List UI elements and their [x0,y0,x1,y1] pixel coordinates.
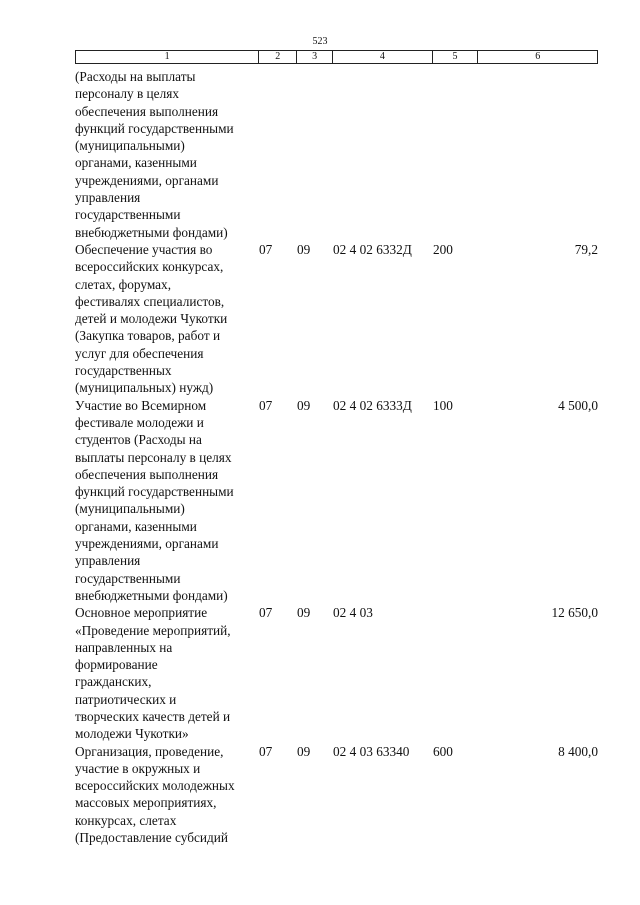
description-line: детей и молодежи Чукотки [75,311,228,327]
description-line: (Закупка товаров, работ и [75,328,221,344]
subsection-code [297,68,333,241]
description-line: участие в окружных и [75,760,201,776]
target-article: 02 4 02 6333Д [333,397,412,413]
header-col-6: 6 [535,51,541,62]
header-col-1: 1 [76,51,259,63]
expense-type: 200 [433,241,453,257]
description-line: государственными [75,207,181,223]
row-description [75,68,259,241]
section-code: 07 [259,743,273,759]
amount: 79,2 [574,241,598,257]
description-line: фестивалях специалистов, [75,293,225,309]
description-line: выплаты персоналу в целях [75,449,232,465]
description-line: (муниципальными) [75,138,185,154]
target-article: 02 4 02 6332Д [333,241,412,257]
description-line: государственными [75,570,181,586]
description-line: учреждениями, органами [75,536,219,552]
subsection-code: 09 [297,743,311,759]
target-article [333,68,433,241]
description-line: Основное мероприятие [75,605,208,621]
section-code: 07 [259,241,273,257]
header-col-2: 2 [259,51,297,63]
description-line: функций государственными [75,484,234,500]
row-description [75,397,259,605]
expense-type [433,68,479,241]
description-line: (муниципальными) [75,501,185,517]
header-col-3: 3 [297,51,333,63]
description-line: управления [75,553,141,569]
description-line: формирование [75,657,158,673]
table-header [75,50,598,64]
table-row [75,241,598,397]
description-line: «Проведение мероприятий, [75,622,231,638]
description-line: гражданских, [75,674,152,690]
row-description [75,241,259,397]
description-line: Обеспечение участия во [75,241,213,257]
description-line: всероссийских конкурсах, [75,259,224,275]
page-number: 523 [312,36,328,47]
description-line: творческих качеств детей и [75,708,231,724]
header-col-5: 5 [433,51,479,63]
description-line: органами, казенными [75,155,197,171]
description-line: персоналу в целях [75,86,179,102]
amount [479,68,598,241]
description-line: всероссийских молодежных [75,778,235,794]
description-line: фестивале молодежи и [75,414,204,430]
description-line: обеспечения выполнения [75,466,219,482]
description-line: студентов (Расходы на [75,432,202,448]
subsection-code: 09 [297,241,311,257]
table-body [75,68,598,846]
header-col-4: 4 [333,51,433,63]
description-line: обеспечения выполнения [75,103,219,119]
description-line: функций государственными [75,120,234,136]
table-row [75,743,598,847]
expense-type [433,604,479,742]
description-line: управления [75,190,141,206]
table-row [75,397,598,605]
subsection-code: 09 [297,397,311,413]
description-line: Организация, проведение, [75,743,224,759]
description-line: Участие во Всемирном [75,397,207,413]
description-line: (муниципальных) нужд) [75,380,214,396]
expense-type: 100 [433,397,453,413]
description-line: массовых мероприятиях, [75,795,217,811]
description-line: слетах, форумах, [75,276,172,292]
amount: 12 650,0 [551,605,598,621]
description-line: направленных на [75,639,173,655]
description-line: услуг для обеспечения [75,345,204,361]
amount: 8 400,0 [558,743,598,759]
section-code: 07 [259,605,273,621]
description-line: (Предоставление субсидий [75,830,229,846]
description-line: государственных [75,363,172,379]
description-line: учреждениями, органами [75,172,219,188]
target-article: 02 4 03 63340 [333,743,410,759]
row-description [75,743,259,847]
section-code: 07 [259,397,273,413]
description-line: конкурсах, слетах [75,812,177,828]
section-code [259,68,297,241]
description-line: молодежи Чукотки» [75,726,189,742]
description-line: внебюджетными фондами) [75,587,228,603]
subsection-code: 09 [297,605,311,621]
description-line: внебюджетными фондами) [75,224,228,240]
expense-type: 600 [433,743,453,759]
amount: 4 500,0 [558,397,598,413]
row-description [75,604,259,742]
description-line: патриотических и [75,691,177,707]
table-row [75,604,598,742]
description-line: (Расходы на выплаты [75,69,196,84]
target-article: 02 4 03 [333,605,373,621]
table-row [75,68,598,241]
description-line: органами, казенными [75,518,197,534]
